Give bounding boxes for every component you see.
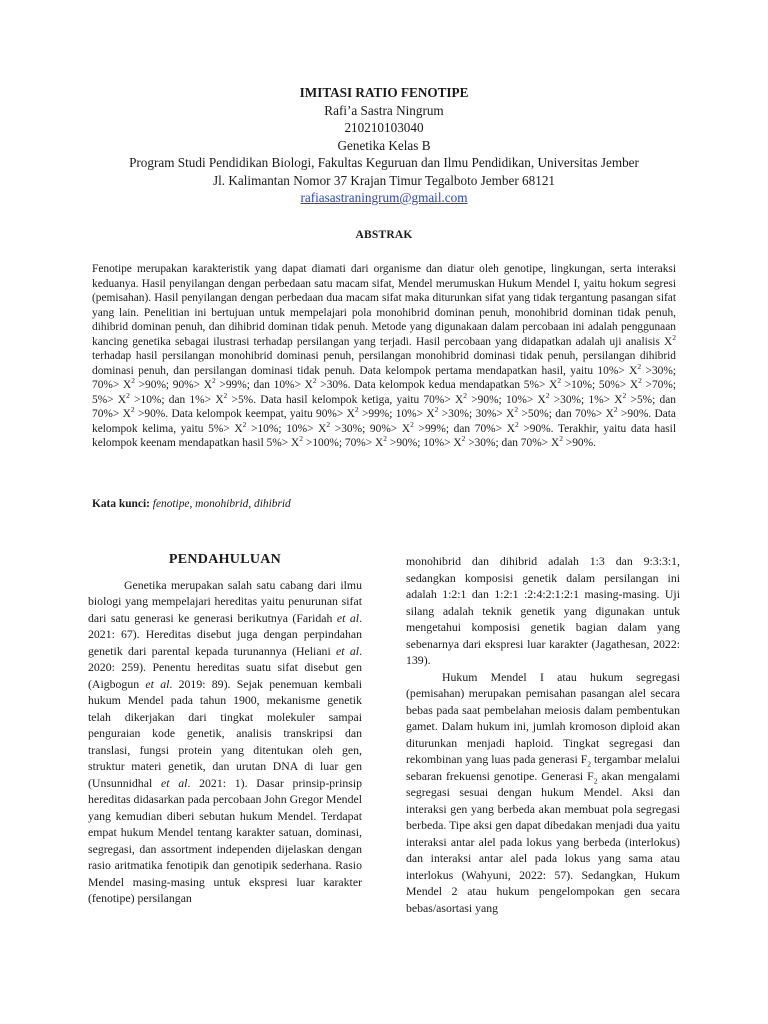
section-heading: PENDAHULUAN [168,552,282,567]
intro-paragraph-2: monohibrid dan dihibrid adalah 1:3 dan 9:3:3:1, sedangkan komposisi genetik dalam persilangan ini adalah 1:2:1 dan 1:2:1 :2:4:2:1:2:1 masing-masing. Uji silang adalah teknik genetik yang digunakan untuk mengetahui komposisi genetik bagian dalam yang sebenarnya dari ekspresi luar karakter (Jagathesan, 2022: 139). [406,554,680,667]
intro-paragraph-3: Hukum Mendel I atau hukum segregasi (pemisahan) merupakan pemisahan pasangan alel secara bebas pada saat pembelahan meiosis dalam pembentukan gamet. Dalam hukum ini, jumlah kromoson diploid akan diturunkan menjadi haploid. Tingkat segregasi dan rekombinan yang luas pada generasi $F_2$ tergambar melalui sebaran frekuensi genotipe. Generasi $F_2$ akan mengalami segregasi sesuai dengan hukum Mendel. Aksi dan interaksi gen yang berbeda akan membuat pola segregasi berbeda. Tipe aksi gen dapat dibedakan menjadi dua yaitu interaksi antar alel pada lokus yang berbeda (interlokus) dan interaksi antar alel pada lokus yang sama atau interlokus (Wahyuni, 2022: 57). Sedangkan, Hukum Mendel 2 atau hukum pengelompokan gen secara bebas/asortasi yang [406,669,680,915]
keywords-value: fenotipe, monohibrid, dihibrid [152,498,291,510]
right-column [406,553,680,916]
address: Jl. Kalimantan Nomor 37 Krajan Timur Tegalboto Jember 68121 [212,172,556,188]
class-name: Genetika Kelas B [337,137,431,153]
abstract-body: Fenotipe merupakan karakteristik yang dapat diamati dari organisme dan diatur oleh genotipe, lingkungan, serta interaksi keduanya. Hasil penyilangan dengan perbedaan satu macam sifat, Mendel merumuskan Hukum Mendel I, yaitu hokum segresi (pemisahan). Hasil penyilangan dengan perbedaan dua macam sifat maka diturunkan sifat yang tidak tergantung pasangan sifat yang lain. Penelitian ini bertujuan untuk mempelajari pola monohibrid dominan penuh, monohibrid dominan tidak penuh, dihibrid dominan penuh, dan dihibrid dominan tidak penuh. Metode yang digunakaan dalam percobaan ini adalah penggunaan kancing genetika sebagai ilustrasi terhadap persilangan yang terjadi. Hasil percobaan yang didapatkan adalah uji analisis $X^2$ terhadap hasil persilangan monohibrid dominasi penuh, persilangan monohibrid dominasi tidak penuh, persilangan dihibrid dominasi penuh, dan persilangan dominasi tidak penuh. Data kelompok pertama mendapatkan hasil, yaitu $10\%> X^2 >30\%$; $70\%> X^2 >90\%$; $90\%> X^2 >99\%$; dan $10\%> X^2 >30\%$. Data kelompok kedua mendapatkan $5\%> X^2 >10\%$; $50\%> X^2 >70\%$; $5\%> X^2 >10\%$; dan $1\%> X^2 >5\%$. Data hasil kelompok ketiga, yaitu $70\%> X^2 >90\%$; $10\%> X^2 >30\%$; $1\%> X^2 >5\%$; dan $70\%> X^2 >90\%$. Data kelompok keempat, yaitu $90\%> X^2 >99\%$; $10\%> X^2 >30\%$; $30\%> X^2 >50\%$; dan $70\%> X^2 >90\%$. Data kelompok kelima, yaitu $5\%> X^2 >10\%$; $10\%> X^2 >30\%$; $90\%> X^2 >99\%$; dan $70\%> X^2 >90\%$. Terakhir, yaitu data hasil kelompok keenam mendapatkan hasil $5\%> X^2 >100\%$; $70\%> X^2 >90\%$; $10\%> X^2 >30\%$; dan $70\%> X^2 >90\%$. [92,263,677,449]
student-id: 210210103040 [344,120,424,135]
abstract-heading: ABSTRAK [355,229,413,241]
paper-header [60,84,708,207]
affiliation: Program Studi Pendidikan Biologi, Fakultas Keguruan dan Ilmu Pendidikan, Universitas Jember [129,155,639,170]
left-column [88,552,362,907]
keywords [92,497,676,512]
keywords-label: Kata kunci: [92,498,150,510]
email-link[interactable]: rafiasastraningrum@gmail.com [300,190,468,205]
intro-paragraph-1: Genetika merupakan salah satu cabang dari ilmu biologi yang mempelajari hereditas yaitu penurunan sifat dari satu generasi ke generasi berikutnya (Faridah et al. 2021: 67). Hereditas disebut juga dengan perpindahan genetik dari parental kepada turunannya (Heliani et al. 2020: 259). Penentu hereditas suatu sifat disebut gen (Aigbogun et al. 2019: 89). Sejak penemuan kembali hukum Mendel pada tahun 1900, mekanisme genetik telah dikerjakan dari tingkat molekuler sampai penguraian kode genetik, analisis transkripsi dan translasi, fungsi protein yang ditentukan oleh gen, struktur materi genetik, dan urutan DNA di luar gen (Unsunnidhal et al. 2021: 1). Dasar prinsip-prinsip hereditas didasarkan pada percobaan John Gregor Mendel yang kemudian diberi sebutan hukum Mendel. Terdapat empat hukum Mendel tentang karakter satuan, dominasi, segregasi, dan assortment independen dijelaskan dengan rasio aritmatika fenotipik dan genotipik sederhana. Rasio Mendel masing-masing untuk ekspresi luar karakter (fenotipe) persilangan [88,577,363,905]
paper-title: IMITASI RATIO FENOTIPE [299,85,469,100]
author-name: Rafi’a Sastra Ningrum [324,102,444,118]
